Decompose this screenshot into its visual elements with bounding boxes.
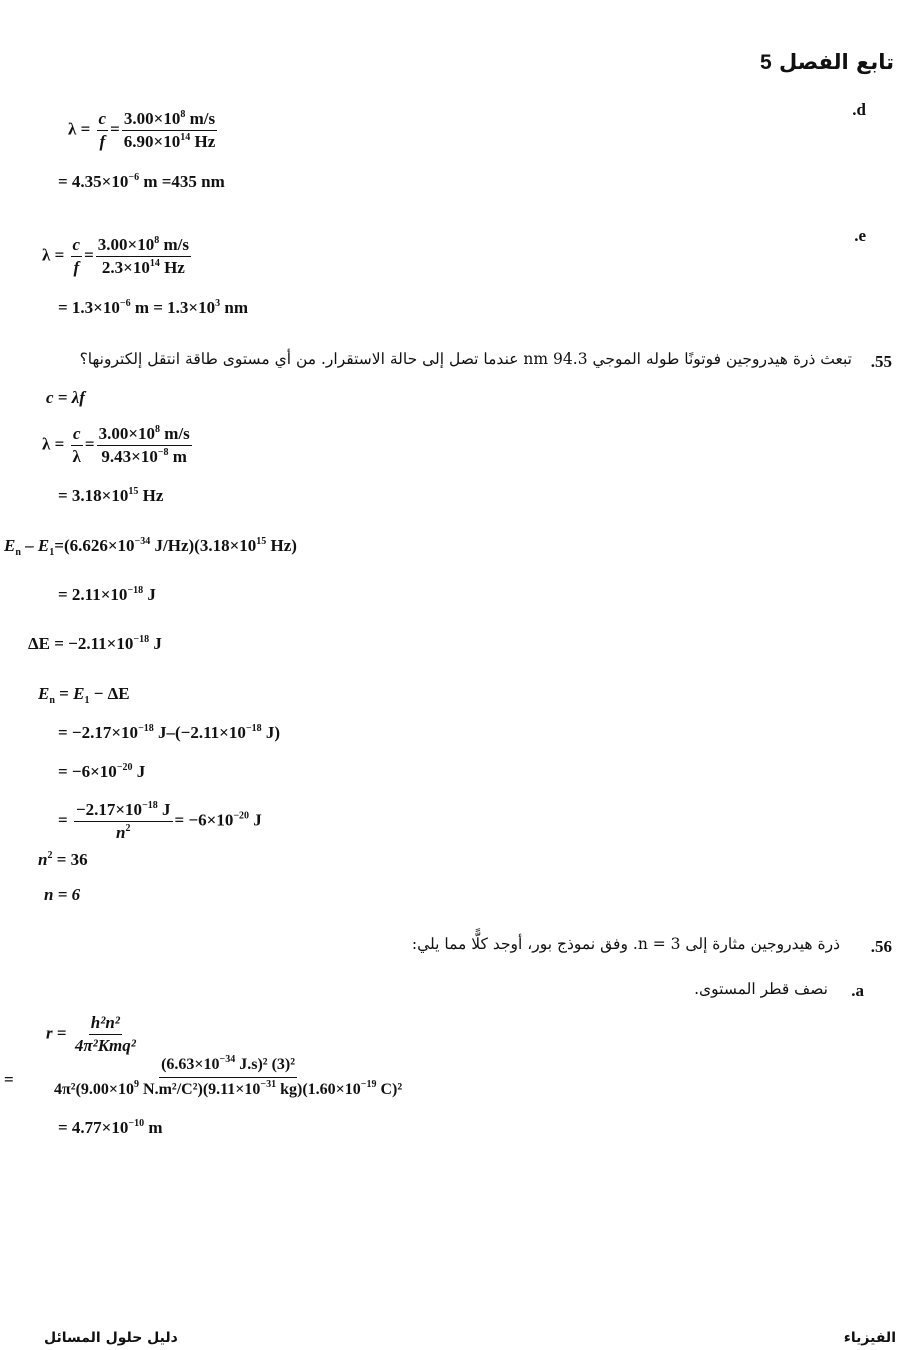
- part-e-label: .e: [854, 226, 866, 245]
- q56-eq-equals: =: [4, 1070, 14, 1089]
- q55-eq-delta-e: $\Delta E = -2.11\times 10^{-18}$ J: [28, 634, 162, 653]
- q56-text: ذرة هيدروجين مثارة إلى n = 3. وفق نموذج بور، أوجد كلًّا مما يلي:: [411, 935, 840, 953]
- part-e-fraction: $\frac{3.00\times 10^8 m/s}{2.3\times 10^{14} Hz}$: [97, 235, 189, 277]
- chapter-header: [760, 50, 894, 75]
- q55-eq-en-value: = $-6\times 10^{-20}$ J: [58, 762, 146, 781]
- part-d-equation: λ = $\frac{c}{f}$ = $\frac{3.00\times 10^8 m/s}{6.90\times 10^{14} Hz}$: [68, 109, 216, 151]
- q56-eq-radius-formula: r = $\frac{\text{h²n²}}{\text{4π²Kmq²}}$: [46, 1013, 136, 1055]
- chapter-number: 5: [760, 51, 772, 74]
- q55-eq-en: $E_n = E_1 - \Delta E$: [38, 684, 130, 706]
- part-e-result: = $1.3\times 10^{-6}$ $m = 1.3\times 10^3$ nm: [58, 298, 248, 317]
- q56-sub-text: نصف قطر المستوى.: [694, 980, 828, 998]
- q55-eq-c-lambda-f: c = λf: [46, 388, 85, 407]
- q56-eq-result: = $4.77\times 10^{-10}$ m: [58, 1118, 163, 1137]
- chapter-title: تابع الفصل: [779, 50, 894, 74]
- q56-number: .56: [870, 937, 892, 956]
- q55-eq-energy-diff: $E_n - E_1=(6.626\times 10^{-34}$ $J/Hz)(3.18\times 10^{15}$ Hz): [4, 536, 297, 558]
- q55-text: تبعث ذرة هيدروجين فوتونًا طوله الموجي 94.3 nm عندما تصل إلى حالة الاستقرار. من أي مستوى طاقة انتقل إلكترونها؟: [79, 350, 852, 368]
- footer-subject: الفيزياء: [843, 1330, 896, 1346]
- q55-lambda-fraction: $\frac{3.00\times 10^8 m/s}{9.43\times 10^{-8} m}$: [98, 424, 190, 466]
- q55-bohr-fraction: $\frac{-2.17\times 10^{-18} J}{n^2}$: [75, 800, 171, 842]
- q55-number: .55: [870, 352, 892, 371]
- footer-guide-title: دليل حلول المسائل: [44, 1330, 178, 1346]
- q56-radius-fraction: $\frac{\text{h²n²}}{\text{4π²Kmq²}}$: [74, 1013, 136, 1055]
- q55-eq-n: n = 6: [44, 885, 81, 904]
- q55-eq-energy-value: = $2.11\times 10^{-18}$ J: [58, 585, 156, 604]
- q55-eq-en-sub: = $-2.17\times 10^{-18}$ $J-(-2.11\times 10^{-18}$ J): [58, 723, 280, 742]
- q55-eq-bohr: = $\frac{-2.17\times 10^{-18} J}{n^2}$ = $-6\times 10^{-20}$ J: [58, 800, 262, 842]
- q56-sub-label: .a: [851, 981, 864, 1000]
- part-d-label: .d: [852, 100, 866, 119]
- part-e-equation: λ = $\frac{c}{f}$ = $\frac{3.00\times 10^8 m/s}{2.3\times 10^{14} Hz}$: [42, 235, 189, 277]
- q55-eq-frequency: = $3.18\times 10^{15}$ Hz: [58, 486, 164, 505]
- q55-eq-lambda: λ = $\frac{c}{\lambda}$ = $\frac{3.00\times 10^8 m/s}{9.43\times 10^{-8} m}$: [42, 424, 190, 466]
- part-d-fraction: $\frac{3.00\times 10^8 m/s}{6.90\times 10^{14} Hz}$: [123, 109, 216, 151]
- q55-eq-n-squared: $n^2 = 36$: [38, 850, 88, 869]
- part-d-result: = $4.35\times 10^{-6}$ m =435 nm: [58, 172, 225, 191]
- q56-eq-substitution: [52, 1054, 404, 1099]
- q56-big-fraction: $\frac{(6.63\times 10^{-34} J.s)^2 (3)^2}{4\pi^2(9.00\times 10^9 N.m^2/C^2)(9.11\times 10^{-31} kg)(1.60\times 10^{-19} C)^2}$: [54, 1054, 403, 1098]
